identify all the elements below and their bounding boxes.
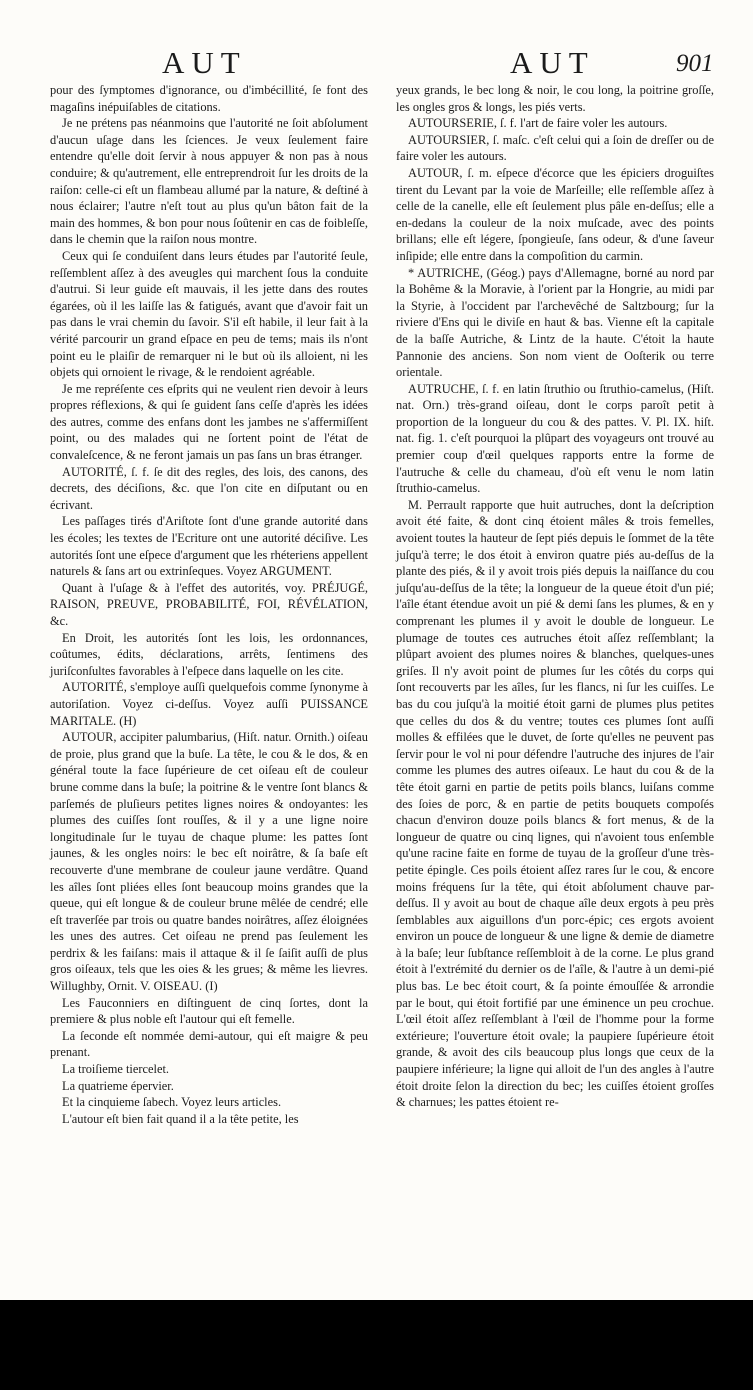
left-column-paragraph: AUTORITÉ, ſ. f. ſe dit des regles, des lois, des canons, des decrets, des déciſions, &c. que l'on cite en diſputant ou en écrivant. [50, 464, 368, 512]
left-column-paragraph: La ſeconde eſt nommée demi-autour, qui eſt maigre & peu prenant. [50, 1028, 368, 1060]
left-column [50, 82, 368, 1127]
right-column-paragraph: AUTRUCHE, ſ. f. en latin ſtruthio ou ſtruthio-camelus, (Hiſt. nat. Orn.) très-grand oiſeau, dont le corps paroît petit à proportion de la longueur du cou & des pattes. V. Pl. IX. hiſt. nat. fig. 1. c'eſt pourquoi la plûpart des voyageurs ont trouvé au premier coup d'œil quelques rapports entre la forme de l'autruche & celle du chameau, d'où eſt venu le nom latin ſtruthio-camelus. [396, 381, 714, 496]
left-column-paragraph: Les paſſages tirés d'Ariſtote ſont d'une grande autorité dans les écoles; les textes de l'Ecriture ont une autorité déciſive. Les autorités ſont une eſpece d'argument que les rhéteriens appellent naturels & ſans art ou extrinſeques. Voyez ARGUMENT. [50, 514, 368, 579]
left-column-paragraph: Je me repréſente ces eſprits qui ne veulent rien devoir à leurs propres réflexions, & qui ſe guident ſans ceſſe d'après les idées des autres, comme des enfans dont les jambes ne s'affermiſſent point, ou des malades qui ne ſortent point de l'état de convaleſcence, & ne feront jamais un pas ſans un bras étranger. [50, 381, 368, 463]
left-column-paragraph: AUTORITÉ, s'employe auſſi quelquefois comme ſynonyme à autoriſation. Voyez ci-deſſus. Voyez auſſi PUISSANCE MARITALE. (H) [50, 680, 368, 728]
column-gutter [381, 82, 382, 1262]
left-column-paragraph: Quant à l'uſage & à l'effet des autorités, voy. PRÉJUGÉ, RAISON, PREUVE, PROBABILITÉ, FOI, RÉVÉLATION, &c. [50, 580, 368, 628]
right-column-paragraph: * AUTRICHE, (Géog.) pays d'Allemagne, borné au nord par la Bohême & la Moravie, à l'orient par la Hongrie, au midi par la Styrie, à l'occident par l'archevêché de Saltzbourg; ſur la riviere d'Ens qui le diviſe en haut & bas. Vienne eſt la capitale de la baſſe Autriche, & Lintz de la haute. C'étoit la haute Pannonie des anciens. Son nom vient de Ooſterik ou terre orientale. [396, 265, 714, 380]
right-column-paragraph: yeux grands, le bec long & noir, le cou long, la poitrine groſſe, les ongles gros & longs, les piés verts. [396, 83, 714, 114]
left-column-paragraph: La quatrieme épervier. [62, 1078, 174, 1093]
left-column-paragraph: Ceux qui ſe conduiſent dans leurs études par l'autorité ſeule, reſſemblent aſſez à des aveugles qui marchent ſous la conduite d'autrui. Si leur guide eſt mauvais, il les jette dans des routes égarées, où il les laiſſe las & fatigués, avant que d'avoir fait un pas dans le vrai chemin du ſavoir. S'il eſt habile, il leur fait à la vérité parcourir un grand eſpace en peu de tems; mais ils n'ont point eu le plaiſir de remarquer ni le but où ils alloient, ni les objets qui ornoient le rivage, & le rendoient agréable. [50, 248, 368, 380]
right-column [396, 82, 714, 1111]
left-column-paragraph: AUTOUR, accipiter palumbarius, (Hiſt. natur. Ornith.) oiſeau de proie, plus grand que la buſe. La tête, le cou & le dos, & en général toute la face ſupérieure de cet oiſeau eſt de couleur brune comme dans la buſe; la poitrine & le ventre ſont blancs & parſemés de pluſieurs petites lignes noires & ondoyantes: les plumes des cuiſſes ſont rouſſes, & il y a une ligne noire longitudinale ſur le tuyau de chaque plume: les pattes ſont jaunes, & les ongles noirs: le bec eſt noirâtre, & ſa baſe eſt recouverte d'une membrane de couleur jaune verdâtre. Quand les aîles ſont pliées elles ſont beaucoup moins grandes que la queue, qui eſt longue & de couleur brune mêlée de cendré; elle eſt traverſée par trois ou quatre bandes noirâtres, aſſez éloignées les unes des autres. Cet oiſeau ne prend pas ſeulement les perdrix & les faiſans: mais il attaque & il ſe ſaiſit auſſi de plus gros oiſeaux, tels que les oies & les grues; & même les lievres. Willughby, Ornit. V. OISEAU. (I) [50, 730, 368, 994]
left-column-paragraph: pour des ſymptomes d'ignorance, ou d'imbécillité, ſe font des magaſins inépuiſables de citations. [50, 83, 368, 114]
left-column-paragraph: Les Fauconniers en diſtinguent de cinq ſortes, dont la premiere & plus noble eſt l'autour qui eſt femelle. [50, 995, 368, 1027]
right-column-paragraph: M. Perrault rapporte que huit autruches, dont la deſcription avoit été faite, & dont cinq étoient mâles & trois femelles, avoient toutes la hauteur de ſept piés depuis le ſommet de la tête juſqu'à terre; le dos étoit à environ quatre piés au-deſſus de la plante des piés, & il y avoit trois piés depuis la naiſſance du cou juſqu'au-deſſus de la tête; la longueur de la queue étoit d'un pié; l'aîle étant étendue avoit un pié & demi ſans les plumes, & en y comprenant les plumes il y avoit le double de longueur. Le plumage de toutes ces autruches étoit aſſez reſſemblant; la plûpart avoient des plumes noires & blanches, quelques-unes griſes. Il n'y avoit point de plumes ſur les côtés du corps qui ſont recouverts par les aîles, ſur les flancs, ni ſur les cuiſſes. Le bas du cou juſqu'à la moitié étoit garni de plumes plus petites que celles du dos & du ventre; toutes ces plumes ſont auſſi molles & effilées que le duvet, de ſorte qu'elles ne peuvent pas ſervir pour le vol ni pour défendre l'autruche des injures de l'air comme les plumes des autres oiſeaux. Le haut du cou & de la tête étoit garni en partie de petits poils blancs, luiſans comme des ſoies de porc, & en partie de petits bouquets compoſés chacun d'environ douze poils blancs & fort menus, & de la longueur de quatre ou cinq lignes, qui n'avoient tous enſemble qu'une racine faite en forme de tuyau de la groſſeur d'une très-petite épingle. Ces poils étoient aſſez rares ſur le cou, & encore moins fréquens ſur la tête, qui étoit abſolument chauve par-deſſus. Il y avoit au bout de chaque aîle deux ergots à peu près ſemblables aux aiguillons d'un porc-épic; ces ergots avoient environ un pouce de longueur & une ligne & demie de diametre à la baſe; leur ſubſtance reſſembloit à de la corne. Le plus grand étoit à l'extrémité du dernier os de l'aîle, & l'autre à un demi-pié plus bas. Le bec étoit court, & ſa pointe émouſſée & arrondie par le bout, qui étoit fortifié par une éminence un peu crochue. L'œil étoit aſſez reſſemblant à l'œil de l'homme pour la forme extérieure; l'ouverture étoit ovale; la paupiere ſupérieure étoit grande, & avoit des cils beaucoup plus longs que ceux de la paupiere inférieure; la ligne qui alloit de l'un des angles à l'autre étoit droite ſelon la direction du bec; les cuiſſes étoient groſſes & charnues; les pattes étoient re- [396, 497, 714, 1110]
left-column-paragraph: En Droit, les autorités ſont les lois, les ordonnances, coûtumes, édits, déclarations, arrêts, ſentimens des juriſconſultes favorables à l'eſpece dans laquelle on les cite. [50, 630, 368, 678]
page-number: 901 [676, 50, 714, 77]
left-column-paragraph: Je ne prétens pas néanmoins que l'autorité ne ſoit abſolument d'aucun uſage dans les ſciences. Je veux ſeulement faire entendre qu'elle doit ſervir à nous appuyer & non pas à nous conduire; & qu'autrement, elle entreprendroit ſur les droits de la raiſon: celle-ci eſt un flambeau allumé par la nature, & deſtiné à nous éclairer; l'autre n'eſt tout au plus qu'un bâton fait de la main des hommes, & bon pour nous ſoûtenir en cas de foibleſſe, dans le chemin que la raiſon nous montre. [50, 116, 368, 247]
left-column-paragraph: La troiſieme tiercelet. [62, 1062, 169, 1077]
left-column-paragraph: L'autour eſt bien fait quand il a la tête petite, les [62, 1111, 299, 1126]
right-column-paragraph: AUTOURSERIE, ſ. f. l'art de faire voler les autours. [408, 116, 668, 131]
right-running-head: AUT [510, 45, 595, 80]
left-column-paragraph: Et la cinquieme ſabech. Voyez leurs articles. [62, 1095, 282, 1110]
right-column-paragraph: AUTOUR, ſ. m. eſpece d'écorce que les épiciers droguiſtes tirent du Levant par la voie de Marſeille; elle reſſemble aſſez à celle de la canelle, elle eſt ſeulement plus pâle en-deſſus; elle a en-dedans la couleur de la noix muſcade, avec des points brillans; elle eſt légere, ſpongieuſe, ſans odeur, & d'une ſaveur inſipide; elle entre dans la compoſition du carmin. [396, 165, 714, 263]
left-running-head: AUT [162, 45, 247, 80]
right-column-paragraph: AUTOURSIER, ſ. maſc. c'eſt celui qui a ſoin de dreſſer ou de faire voler les autours. [396, 132, 714, 164]
bottom-black-band [0, 1300, 753, 1390]
